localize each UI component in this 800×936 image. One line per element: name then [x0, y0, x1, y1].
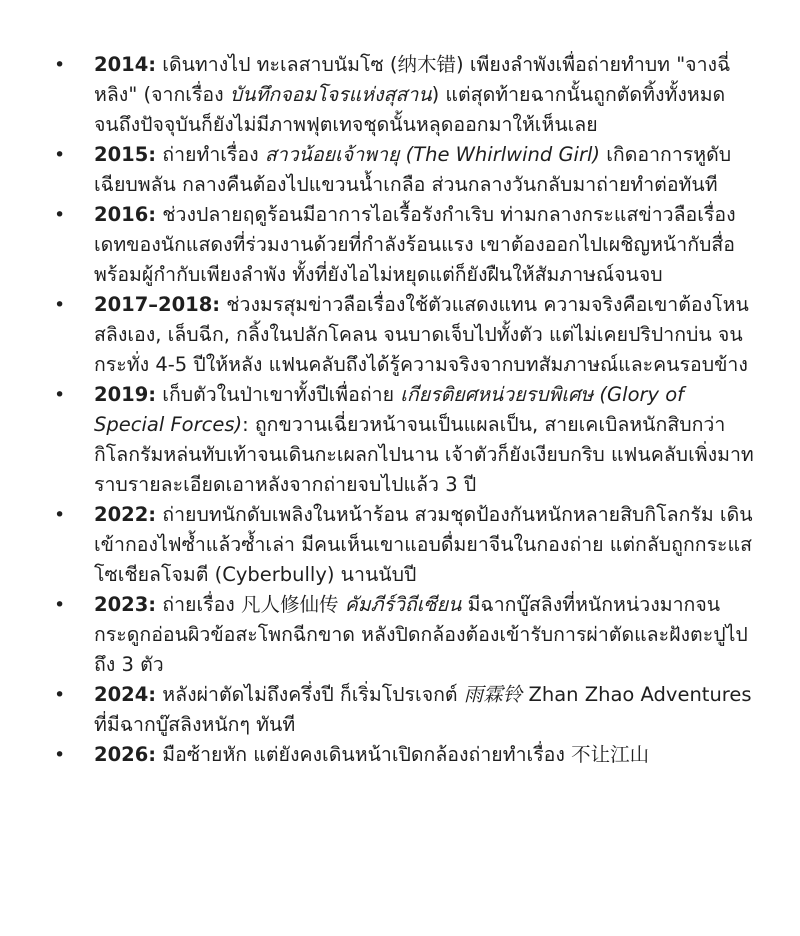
- entry-text: เก็บตัวในป่าเขาทั้งปีเพื่อถ่าย: [156, 383, 401, 406]
- bullet-icon: •: [54, 384, 66, 406]
- timeline-entry-2017-2018: [54, 290, 760, 380]
- bullet-icon: •: [54, 744, 66, 766]
- bullet-icon: •: [54, 204, 66, 226]
- entry-text: ถ่ายทำเรื่อง: [156, 143, 265, 166]
- timeline-entry-2024: [54, 680, 760, 740]
- entry-text: ถ่ายเรื่อง 凡人修仙传: [156, 593, 345, 616]
- entry-text: ช่วงมรสุมข่าวลือเรื่องใช้ตัวแสดงแทน ความจริงคือเขาต้องโหนสลิงเอง, เล็บฉีก, กลิ้งในปลักโคลน จนบาดเจ็บไปทั้งตัว แต่ไม่เคยปริปากบ่น จนกระทั่ง 4-5 ปีให้หลัง แฟนคลับถึงได้รู้ความจริงจากบทสัมภาษณ์และคนรอบข้าง: [94, 293, 749, 376]
- timeline-entry-2026: [54, 740, 760, 770]
- entry-text: มือซ้ายหัก แต่ยังคงเดินหน้าเปิดกล้องถ่ายทำเรื่อง 不让江山: [156, 743, 650, 766]
- entry-year: 2024:: [94, 683, 157, 706]
- entry-text: ) แต่สุดท้ายฉากนั้นถูกตัดทิ้งทั้งหมด จนถึงปัจจุบันก็ยังไม่มีภาพฟุตเทจชุดนั้นหลุดออกมาให้เห็นเลย: [94, 83, 726, 136]
- entry-year: 2022:: [94, 503, 157, 526]
- timeline-entry-2022: [54, 500, 760, 590]
- entry-text: เดินทางไป ทะเลสาบนัมโซ (纳木错) เพียงลำพังเพื่อถ่ายทำบท "จางฉี่หลิง" (จากเรื่อง: [94, 53, 731, 106]
- entry-title: สาวน้อยเจ้าพายุ (The Whirlwind Girl): [264, 143, 601, 166]
- entry-year: 2026:: [94, 743, 157, 766]
- bullet-icon: •: [54, 294, 66, 316]
- entry-title: 雨霖铃: [463, 683, 523, 706]
- entry-text: หลังผ่าตัดไม่ถึงครึ่งปี ก็เริ่มโปรเจกต์: [156, 683, 464, 706]
- entry-year: 2016:: [94, 203, 157, 226]
- timeline-entry-2016: [54, 200, 760, 290]
- entry-title: บันทึกจอมโจรแห่งสุสาน: [229, 83, 432, 106]
- timeline-entry-2023: [54, 590, 760, 680]
- entry-text: ช่วงปลายฤดูร้อนมีอาการไอเรื้อรังกำเริบ ท่ามกลางกระแสข่าวลือเรื่องเดทของนักแสดงที่ร่วมงานด้วยที่กำลังร้อนแรง เขาต้องออกไปเผชิญหน้ากับสื่อพร้อมผู้กำกับเพียงลำพัง ทั้งที่ยังไอไม่หยุดแต่ก็ยังฝืนให้สัมภาษณ์จนจบ: [94, 203, 736, 286]
- bullet-icon: •: [54, 144, 66, 166]
- timeline-entry-2019: [54, 380, 760, 500]
- bullet-icon: •: [54, 684, 66, 706]
- timeline-entry-2014: [54, 50, 760, 140]
- entry-year: 2019:: [94, 383, 157, 406]
- entry-text: เกิดอาการหูดับเฉียบพลัน กลางคืนต้องไปแขวนน้ำเกลือ ส่วนกลางวันกลับมาถ่ายทำต่อทันที: [94, 143, 732, 196]
- timeline-entry-2015: [54, 140, 760, 200]
- entry-year: 2014:: [94, 53, 157, 76]
- entry-text: Zhan Zhao Adventures ที่มีฉากบู๊สลิงหนักๆ ทันที: [94, 683, 752, 736]
- bullet-icon: •: [54, 504, 66, 526]
- entry-year: 2023:: [94, 593, 157, 616]
- bullet-icon: •: [54, 594, 66, 616]
- bullet-icon: •: [54, 54, 66, 76]
- entry-title: คัมภีร์วิถีเซียน: [344, 593, 462, 616]
- entry-title: เกียรติยศหน่วยรบพิเศษ (Glory of Special Forces): [94, 383, 685, 436]
- entry-text: มีฉากบู๊สลิงที่หนักหน่วงมากจนกระดูกอ่อนผิวข้อสะโพกฉีกขาด หลังปิดกล้องต้องเข้ารับการผ่าตัดและฝังตะปูไปถึง 3 ตัว: [94, 593, 748, 676]
- entry-text: : ถูกขวานเฉี่ยวหน้าจนเป็นแผลเป็น, สายเคเบิลหนักสิบกว่ากิโลกรัมหล่นทับเท้าจนเดินกะเผลกไปนาน เจ้าตัวก็ยังเงียบกริบ แฟนคลับเพิ่งมาทราบรายละเอียดเอาหลังจากถ่ายจบไปแล้ว 3 ปี: [94, 413, 754, 496]
- timeline-list: [0, 50, 760, 770]
- entry-text: ถ่ายบทนักดับเพลิงในหน้าร้อน สวมชุดป้องกันหนักหลายสิบกิโลกรัม เดินเข้ากองไฟซ้ำแล้วซ้ำเล่า มีคนเห็นเขาแอบดื่มยาจีนในกองถ่าย แต่กลับถูกกระแสโซเชียลโจมตี (Cyberbully) นานนับปี: [94, 503, 753, 586]
- entry-year: 2015:: [94, 143, 157, 166]
- entry-year: 2017–2018:: [94, 293, 221, 316]
